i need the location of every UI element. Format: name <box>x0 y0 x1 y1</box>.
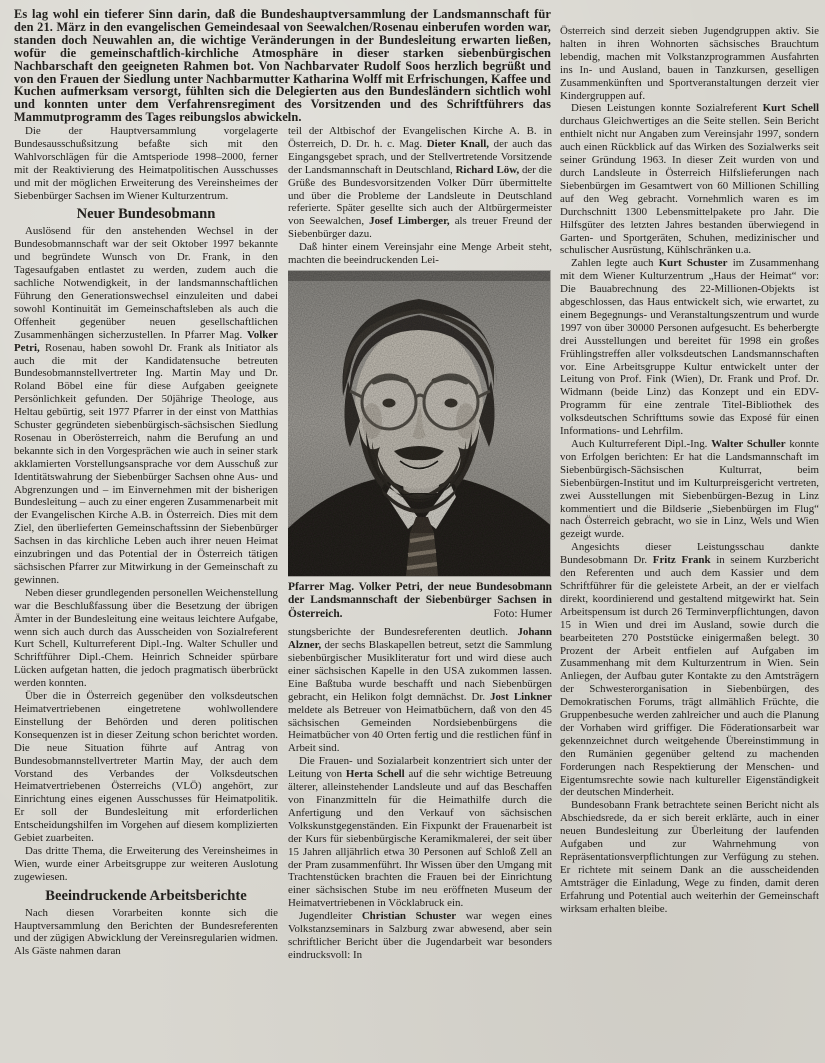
body-paragraph: Über die in Österreich gegenüber den volksdeutschen Heimatvertriebenen eingetretene wohlwollendere Einstellung der Behörden und deren politischen Konsequenzen ist in dieser Zeitung schon berichtet worden. Die neue Situation führte auf Antrag von Bundesobmannstellvertreter Martin May, der auch dem Vorstand des Verbandes der Volksdeutschen Heimatvertriebenen Österreichs (VLÖ) angehört, zur Einrichtung eines eigenen Ausschusses für Heimatpolitik. Er soll der Bundesleitung mit erforderlichen Entscheidungshilfen im Vorgehen auf diesem komplizierten Gebiet zuarbeiten. <box>14 690 278 845</box>
body-paragraph: Nach diesen Vorarbeiten konnte sich die Hauptversammlung den Berichten der Bundesreferenten und der zügigen Abwicklung der Vereinsregularien widmen. Als Gäste nahmen daran <box>14 906 278 958</box>
portrait-photo-illustration <box>288 271 550 576</box>
body-paragraph: teil der Altbischof der Evangelischen Kirche A. B. in Österreich, D. Dr. h. c. Mag. Dieter Knall, der auch das Eingangsgebet sprach, und der Stellvertretende Vorsitzende der Landsmannschaft in Deutschland, Richard Löw, der die Grüße des Bundesvorsitzenden Volker Dürr übermittelte und über die Probleme der Landsleute in Deutschland referierte. Später gesellte sich auch der Altbürgermeister von Seewalchen, Josef Limberger, als treuer Freund der Siebenbürger dazu. <box>288 125 552 241</box>
photo-caption-text: Pfarrer Mag. Volker Petri, der neue Bundesobmann der Landsmannschaft der Siebenbürger Sachsen in Österreich. <box>288 580 552 620</box>
body-paragraph: Zahlen legte auch Kurt Schuster im Zusammenhang mit dem Wiener Kulturzentrum „Haus der Heimat“ vor: Die Bauabrechnung des 22-Millionen-Objekts ist abgeschlossen, das Haus entwickelt sich, wie erwartet, zu einem Begegnungs- und Veranstaltungszentrum und wurde 1997 von über 30000 Personen aufgesucht. Es beherbergte drei Ausstellungen und bereitet für 1998 ein großes Frühlingstreffen aller volksdeutschen Landsmannschaften vor. Eine Arbeitsgruppe Kultur entwickelt unter der Leitung von Prof. Fink (Wien), Dr. Frank und Prof. Dr. Widmann (beide Linz) das Konzept und ein EDV-Programm für eine zentrale Titel-Bibliothek des volksdeutschen Schrifttums sowie das Exposé für einen Informations- und Lehrfilm. <box>560 257 819 438</box>
body-paragraph: Neben dieser grundlegenden personellen Weichenstellung war die Beschlußfassung über die Besetzung der übrigen Ämter in der Bundesleitung eine weitaus leichtere Aufgabe, wenn sich auch durch das Ausscheiden von Sozialreferent Kurt Schell, Kulturreferent Dipl.-Ing. Walter Schuller und Schriftführer Dipl.-Chem. Heinrich Schneider spürbare Lücken aufgetan hatten, die jedoch pragmatisch überbrückt werden konnten. <box>14 586 278 690</box>
body-paragraph: Die Frauen- und Sozialarbeit konzentriert sich unter der Leitung von Herta Schell auf die sehr wichtige Betreuung älterer, alleinstehender Landsleute und auf das Beschaffen von Finanzmitteln für die Heimathilfe durch die Anfertigung und den Verkauf von sächsischen Volkskunstgegenständen. Ein Fixpunkt der Frauenarbeit ist der Kurs für siebenbürgische Keramikmalerei, der seit über 15 Jahren alljährlich etwa 30 Personen auf Schloß Zell an der Pram zusammenführt. Ihr Wissen über den Umgang mit Trachtenstücken brachten die Frauen bei der Einrichtung einer sächsischen Stube im neu eröffneten Museum der Heimatvertriebenen in Vöcklabruck ein. <box>288 755 552 910</box>
section-heading: Neuer Bundesobmann <box>76 206 216 223</box>
column-middle-bottom <box>288 626 552 962</box>
body-paragraph: Auslösend für den anstehenden Wechsel in der Bundesobmannschaft war der seit Oktober 1997 bekannte und begründete Wunsch von Dr. Frank, in den Tagesaufgaben entlastet zu werden, zudem auch die sachliche Notwendigkeit, in der landsmannschaftlichen Führung den Generationswechsel einzuleiten und dabei sowohl Kontinuität im Gemeinschaftsleben als auch die Offenheit gegenüber neuen gesellschaftlichen Zusammenhängen sicherzustellen. In Pfarrer Mag. Volker Petri, Rosenau, haben sowohl Dr. Frank als Initiator als auch die mit der Kandidatensuche betreuten Bundesobmannstellvertreter Ing. Martin May und Dr. Roland Böbel eine für diese Aufgaben geeignete Persönlichkeit gefunden. Der 50jährige Theologe, aus Heltau gebürtig, seit 1977 Pfarrer in der einst von Matthias Schuster gegründeten siebenbürgisch-sächsischen Siedlung Rosenau in Oberösterreich, nahm die Berufung an und bekannte sich in den Vorgesprächen wie auch in seiner stark akklamierten Vorstellungsansprache vor dem Ausschuß zur Identitätswahrung der Siebenbürger Sachsen ohne Aus- und Abgrenzungen und – im Einvernehmen mit der bisherigen Bundesleitung – auch zu einer engeren Zusammenarbeit mit der Evangelischen Kirche A.B. in Österreich. Dies mit dem Ziel, den überlieferten Gemeinschaftssinn der Siebenbürger Sachsen in das kirchliche Leben auch ihrer neuen Heimat einzubringen und das Potential der in Österreich tätigen sächsischen Pfarrer zur Mitwirkung in der Gemeinschaft zu gewinnen. <box>14 225 278 586</box>
body-paragraph: stungsberichte der Bundesreferenten deutlich. Johann Alzner, der sechs Blaskapellen betreut, setzt die Sammlung siebenbürgischer Musikliteratur fort und wird diese auch einer sächsischen Kapelle in den USA zukommen lassen. Eine Baßtuba wurde beschafft und nach Siebenbürgen gebracht, ein Helikon folgt demnächst. Dr. Jost Linkner meldete als Betreuer von Heimatbüchern, daß von den 45 sächsischen Gemeinden Nordsiebenbürgens die Heimatbücher von 40 Orten fertig und die restlichen fünf in Arbeit sind. <box>288 626 552 755</box>
body-paragraph: Auch Kulturreferent Dipl.-Ing. Walter Schuller konnte von Erfolgen berichten: Er hat die Landsmannschaft im Siebenbürgisch-Sächsischen Kulturrat, beim Siebenbürgen-Institut und im Kulturpreisgericht vertreten, zwei Ausstellungen mit Siebenbürgen-Bezug in Linz kommentiert und die Bildserie „Siebenbürgen im Flug“ nach Österreich gebracht, wo sie in Linz, Wels und Wien gezeigt wurde. <box>560 438 819 541</box>
column-right <box>560 8 819 1058</box>
article-photo <box>288 271 552 621</box>
lede-paragraph: Es lag wohl ein tieferer Sinn darin, daß die Bundeshauptversammlung der Landsmannschaft für den 21. März in den evangelischen Gemeindesaal von Seewalchen/Rosenau einberufen worden war, standen doch Neuwahlen an, die wichtige Veränderungen in der Bundesleitung erwarten ließen, wofür die gemeinschaftlich-kirchliche Atmosphäre in dieser starken siebenbürgischen Nachbarschaft den geeigneten Rahmen bot. Von Nachbarvater Rudolf Soos herzlich begrüßt und von den Frauen der Siedlung unter Nachbarmutter Katharina Wolff mit Erfrischungen, Kaffee und Kuchen aufmerksam versorgt, fühlten sich die Delegierten aus den Bundesländern sichtlich wohl und konnten unter dem Verfahrensregiment des Vorsitzenden und des Schriftführers das Mammutprogramm des Tages reibungslos abwickeln. <box>14 7 551 125</box>
column-middle <box>288 125 552 1058</box>
body-paragraph: Daß hinter einem Vereinsjahr eine Menge Arbeit steht, machten die beeindruckenden Lei- <box>288 241 552 267</box>
portrait-photo <box>288 271 550 576</box>
body-paragraph: Diesen Leistungen konnte Sozialreferent Kurt Schell durchaus Gleichwertiges an die Seite stellen. Sein Bericht enthielt nicht nur Angaben zum Vereinsjahr 1997, sondern auch einen Rückblick auf das Wirken des Sozialwerks seit seiner Gründung 1963. In dieser Zeit wurden von und durch Landsleute in Österreich Hilfslieferungen nach Siebenbürgen im Gesamtwert von 60 Millionen Schilling auf den Weg gebracht. Vornehmlich waren es im Durchschnitt 1300 Lebensmittelpakete pro Jahr. Die Hilfsgüter des letzten Jahres bestanden überwiegend in Garten- und Sportgeräten, Schuhen, medizinischer und schulischer Ausrüstung, Kühlschränken u.a. <box>560 102 819 257</box>
body-paragraph: Die der Hauptversammlung vorgelagerte Bundesausschußsitzung befaßte sich mit den Wahlvorschlägen für die Amtsperiode 1998–2000, ferner mit der Reaktivierung des Heimatpolitischen Ausschusses und mit der möglichen Erweiterung des Vereinsheimes der Siebenbürger Sachsen im Wiener Kulturzentrum. <box>14 125 278 202</box>
photo-caption <box>288 581 552 621</box>
column-layout <box>14 8 819 1058</box>
column-left <box>14 125 278 1058</box>
body-paragraph: Angesichts dieser Leistungsschau dankte Bundesobmann Dr. Fritz Frank in seinem Kurzbericht den Referenten und auch dem Kassier und dem Schriftführer für die geleistete Arbeit, an der er vielfach direkt, koordinierend und gestaltend mitgewirkt hat. Sein Arbeitspensum ist durch 26 Terminverpflichtungen, davon 15 in Wien und drei im Ausland, sowie durch die bearbeiteten 270 Poststücke einigermaßen belegt. 30 Prozent der Arbeit entfielen auf Aufgaben im Zusammenhang mit dem Kulturzentrum in Wien. Sein Anliegen, der Aufbau guter Kontakte zu den Amtsträgern der Schwesterorganisation in Siebenbürgen, des Demokratischen Forums, trägt allmählich Früchte, die Gruppenbesuche werden zahlreicher und auch die Planung der Vorhaben wird griffiger. Die Föderationsarbeit war gekennzeichnet durch weitgehende Übereinstimmung in den Rumänien gegenüber geltend zu machenden Forderungen nach Respektierung der Menschen- und Eigentumsrechte sowie nach kultureller Eigenständigkeit der deutschen Minderheit. <box>560 541 819 799</box>
column-middle-top <box>288 125 552 267</box>
body-paragraph: Österreich sind derzeit sieben Jugendgruppen aktiv. Sie halten in ihren Wohnorten sächsisches Brauchtum lebendig, machen mit Volkstanzprogrammen Ausfahrten ins In- und Ausland, bauen in Tanzkursen, geselligen Zusammenkünften und Sportveranstaltungen derzeit vier Kindergruppen auf. <box>560 25 819 102</box>
photo-credit: Foto: Humer <box>493 607 552 620</box>
body-paragraph: Bundesobann Frank betrachtete seinen Bericht nicht als Abschiedsrede, da er sich bereit erklärte, auch in einer neuen Bundesleitung zur Überleitung der laufenden Aufgaben und zur Wahrnehmung von Repräsentationsverpflichtungen zur Verfügung zu stehen. Er richtete mit seinem Dank an die ausscheidenden Amtsträger die Einladung, Wege zu finden, damit deren Erfahrung und Potential auch weiterhin der Gemeinschaft wirksam erhalten bleibe. <box>560 799 819 915</box>
body-paragraph: Jugendleiter Christian Schuster war wegen eines Volkstanzseminars in Salzburg zwar abwesend, aber sein schriftlicher Bericht über die Jugendarbeit war besonders eindrucksvoll: In <box>288 910 552 961</box>
section-heading: Beeindruckende Arbeitsberichte <box>45 887 247 904</box>
body-paragraph: Das dritte Thema, die Erweiterung des Vereinsheimes in Wien, wurde einer Arbeitsgruppe zur weiteren Auslotung zugewiesen. <box>14 844 278 883</box>
